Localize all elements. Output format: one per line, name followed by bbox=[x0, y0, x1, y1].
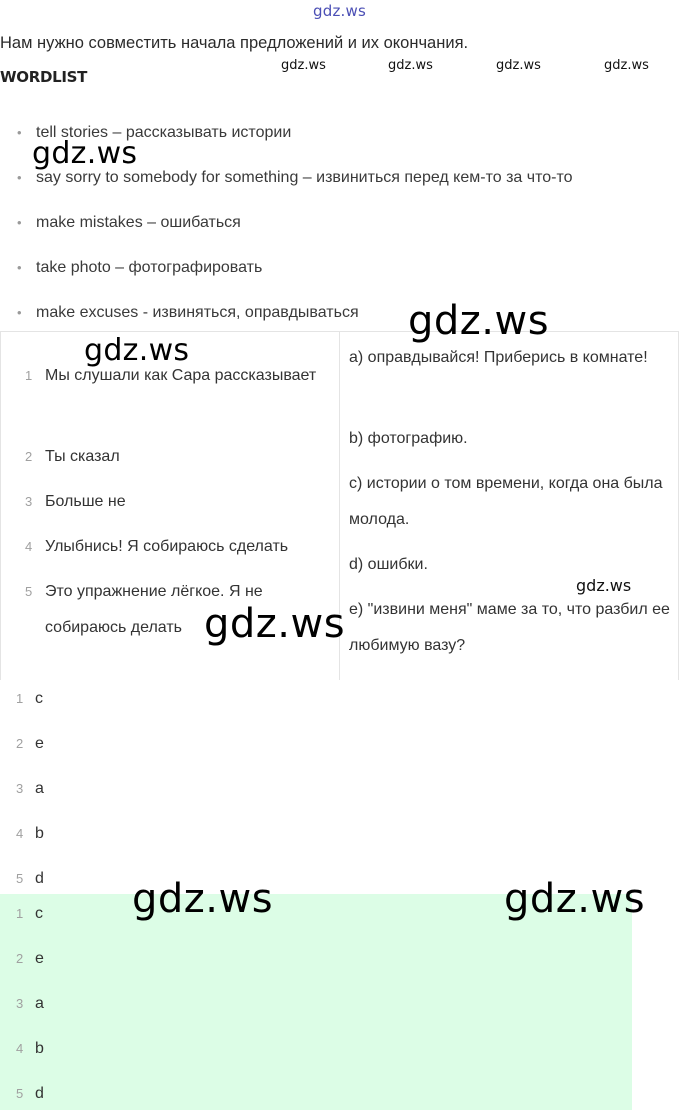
item-number: 5 bbox=[16, 1086, 24, 1101]
item-number: 2 bbox=[16, 951, 24, 966]
watermark: gdz.ws bbox=[132, 876, 274, 922]
bullet-icon: • bbox=[17, 125, 22, 140]
answer-letter: e bbox=[35, 950, 44, 967]
ending-item: e) "извини меня" маме за то, что разбил ее любимую вазу? bbox=[349, 601, 670, 654]
wordlist-heading: WORDLIST bbox=[0, 68, 88, 86]
answer-letter: d bbox=[35, 870, 44, 887]
item-number: 2 bbox=[16, 736, 24, 751]
ending-item: c) истории о том времени, когда она была молода. bbox=[349, 475, 663, 528]
watermark: gdz.ws bbox=[604, 58, 649, 73]
item-number: 3 bbox=[16, 996, 24, 1011]
list-item bbox=[0, 936, 680, 981]
list-item bbox=[0, 811, 680, 856]
watermark: gdz.ws bbox=[204, 601, 346, 647]
bullet-icon: • bbox=[17, 215, 22, 230]
list-item bbox=[0, 766, 680, 811]
ending-item: b) фотографию. bbox=[349, 430, 468, 447]
watermark: gdz.ws bbox=[84, 333, 190, 368]
item-number: 2 bbox=[25, 449, 33, 464]
item-number: 1 bbox=[16, 691, 24, 706]
wordlist-item-text: make mistakes – ошибаться bbox=[36, 214, 241, 231]
item-number: 3 bbox=[16, 781, 24, 796]
item-number: 4 bbox=[25, 539, 33, 554]
answer-letter: b bbox=[35, 1040, 44, 1057]
answer-letter: b bbox=[35, 825, 44, 842]
item-number: 5 bbox=[16, 871, 24, 886]
item-text: Улыбнись! Я собираюсь сделать bbox=[45, 538, 289, 555]
wordlist-item-text: tell stories – рассказывать истории bbox=[36, 124, 292, 141]
answer-letter: a bbox=[35, 995, 44, 1012]
bullet-icon: • bbox=[17, 305, 22, 320]
bullet-icon: • bbox=[17, 260, 22, 275]
item-number: 5 bbox=[25, 584, 33, 599]
list-item bbox=[0, 676, 680, 721]
watermark: gdz.ws bbox=[32, 136, 138, 171]
wordlist-item-text: make excuses - извиняться, оправдываться bbox=[36, 304, 359, 321]
item-number: 4 bbox=[16, 826, 24, 841]
watermark: gdz.ws bbox=[504, 876, 646, 922]
watermark: gdz.ws bbox=[408, 298, 550, 344]
watermark: gdz.ws bbox=[496, 58, 541, 73]
item-text: Мы слушали как Сара рассказывает bbox=[45, 367, 317, 384]
intro-text: Нам нужно совместить начала предложений и их окончания. bbox=[0, 34, 469, 52]
list-item bbox=[0, 1071, 680, 1116]
endings-column bbox=[340, 332, 678, 680]
highlighted-answer-block bbox=[0, 894, 632, 1110]
list-item bbox=[0, 981, 680, 1026]
answer-letter: d bbox=[35, 1085, 44, 1102]
item-number: 3 bbox=[25, 494, 33, 509]
ending-item: d) ошибки. bbox=[349, 556, 428, 573]
list-item bbox=[0, 200, 680, 245]
item-number: 1 bbox=[25, 368, 33, 383]
wordlist-item-text: take photo – фотографировать bbox=[36, 259, 263, 276]
ending-item: a) оправдывайся! Приберись в комнате! bbox=[349, 349, 648, 366]
wordlist-item-text: say sorry to somebody for something – извиниться перед кем-то за что-то bbox=[36, 169, 573, 186]
list-item bbox=[0, 245, 680, 290]
watermark: gdz.ws bbox=[388, 58, 433, 73]
answer-letter: e bbox=[35, 735, 44, 752]
item-number: 4 bbox=[16, 1041, 24, 1056]
item-text: Ты сказал bbox=[45, 448, 120, 465]
watermark: gdz.ws bbox=[281, 58, 326, 73]
answer-letter: c bbox=[35, 905, 43, 922]
item-text: Это упражнение лёгкое. Я не собираюсь делать bbox=[45, 583, 263, 636]
bullet-icon: • bbox=[17, 170, 22, 185]
item-text: Больше не bbox=[45, 493, 126, 510]
list-item bbox=[0, 290, 680, 335]
site-logo[interactable]: gdz.ws bbox=[313, 2, 366, 20]
answer-letter: c bbox=[35, 690, 43, 707]
list-item bbox=[0, 721, 680, 766]
item-number: 1 bbox=[16, 906, 24, 921]
watermark: gdz.ws bbox=[576, 576, 632, 595]
list-item bbox=[0, 1026, 680, 1071]
answer-letter: a bbox=[35, 780, 44, 797]
